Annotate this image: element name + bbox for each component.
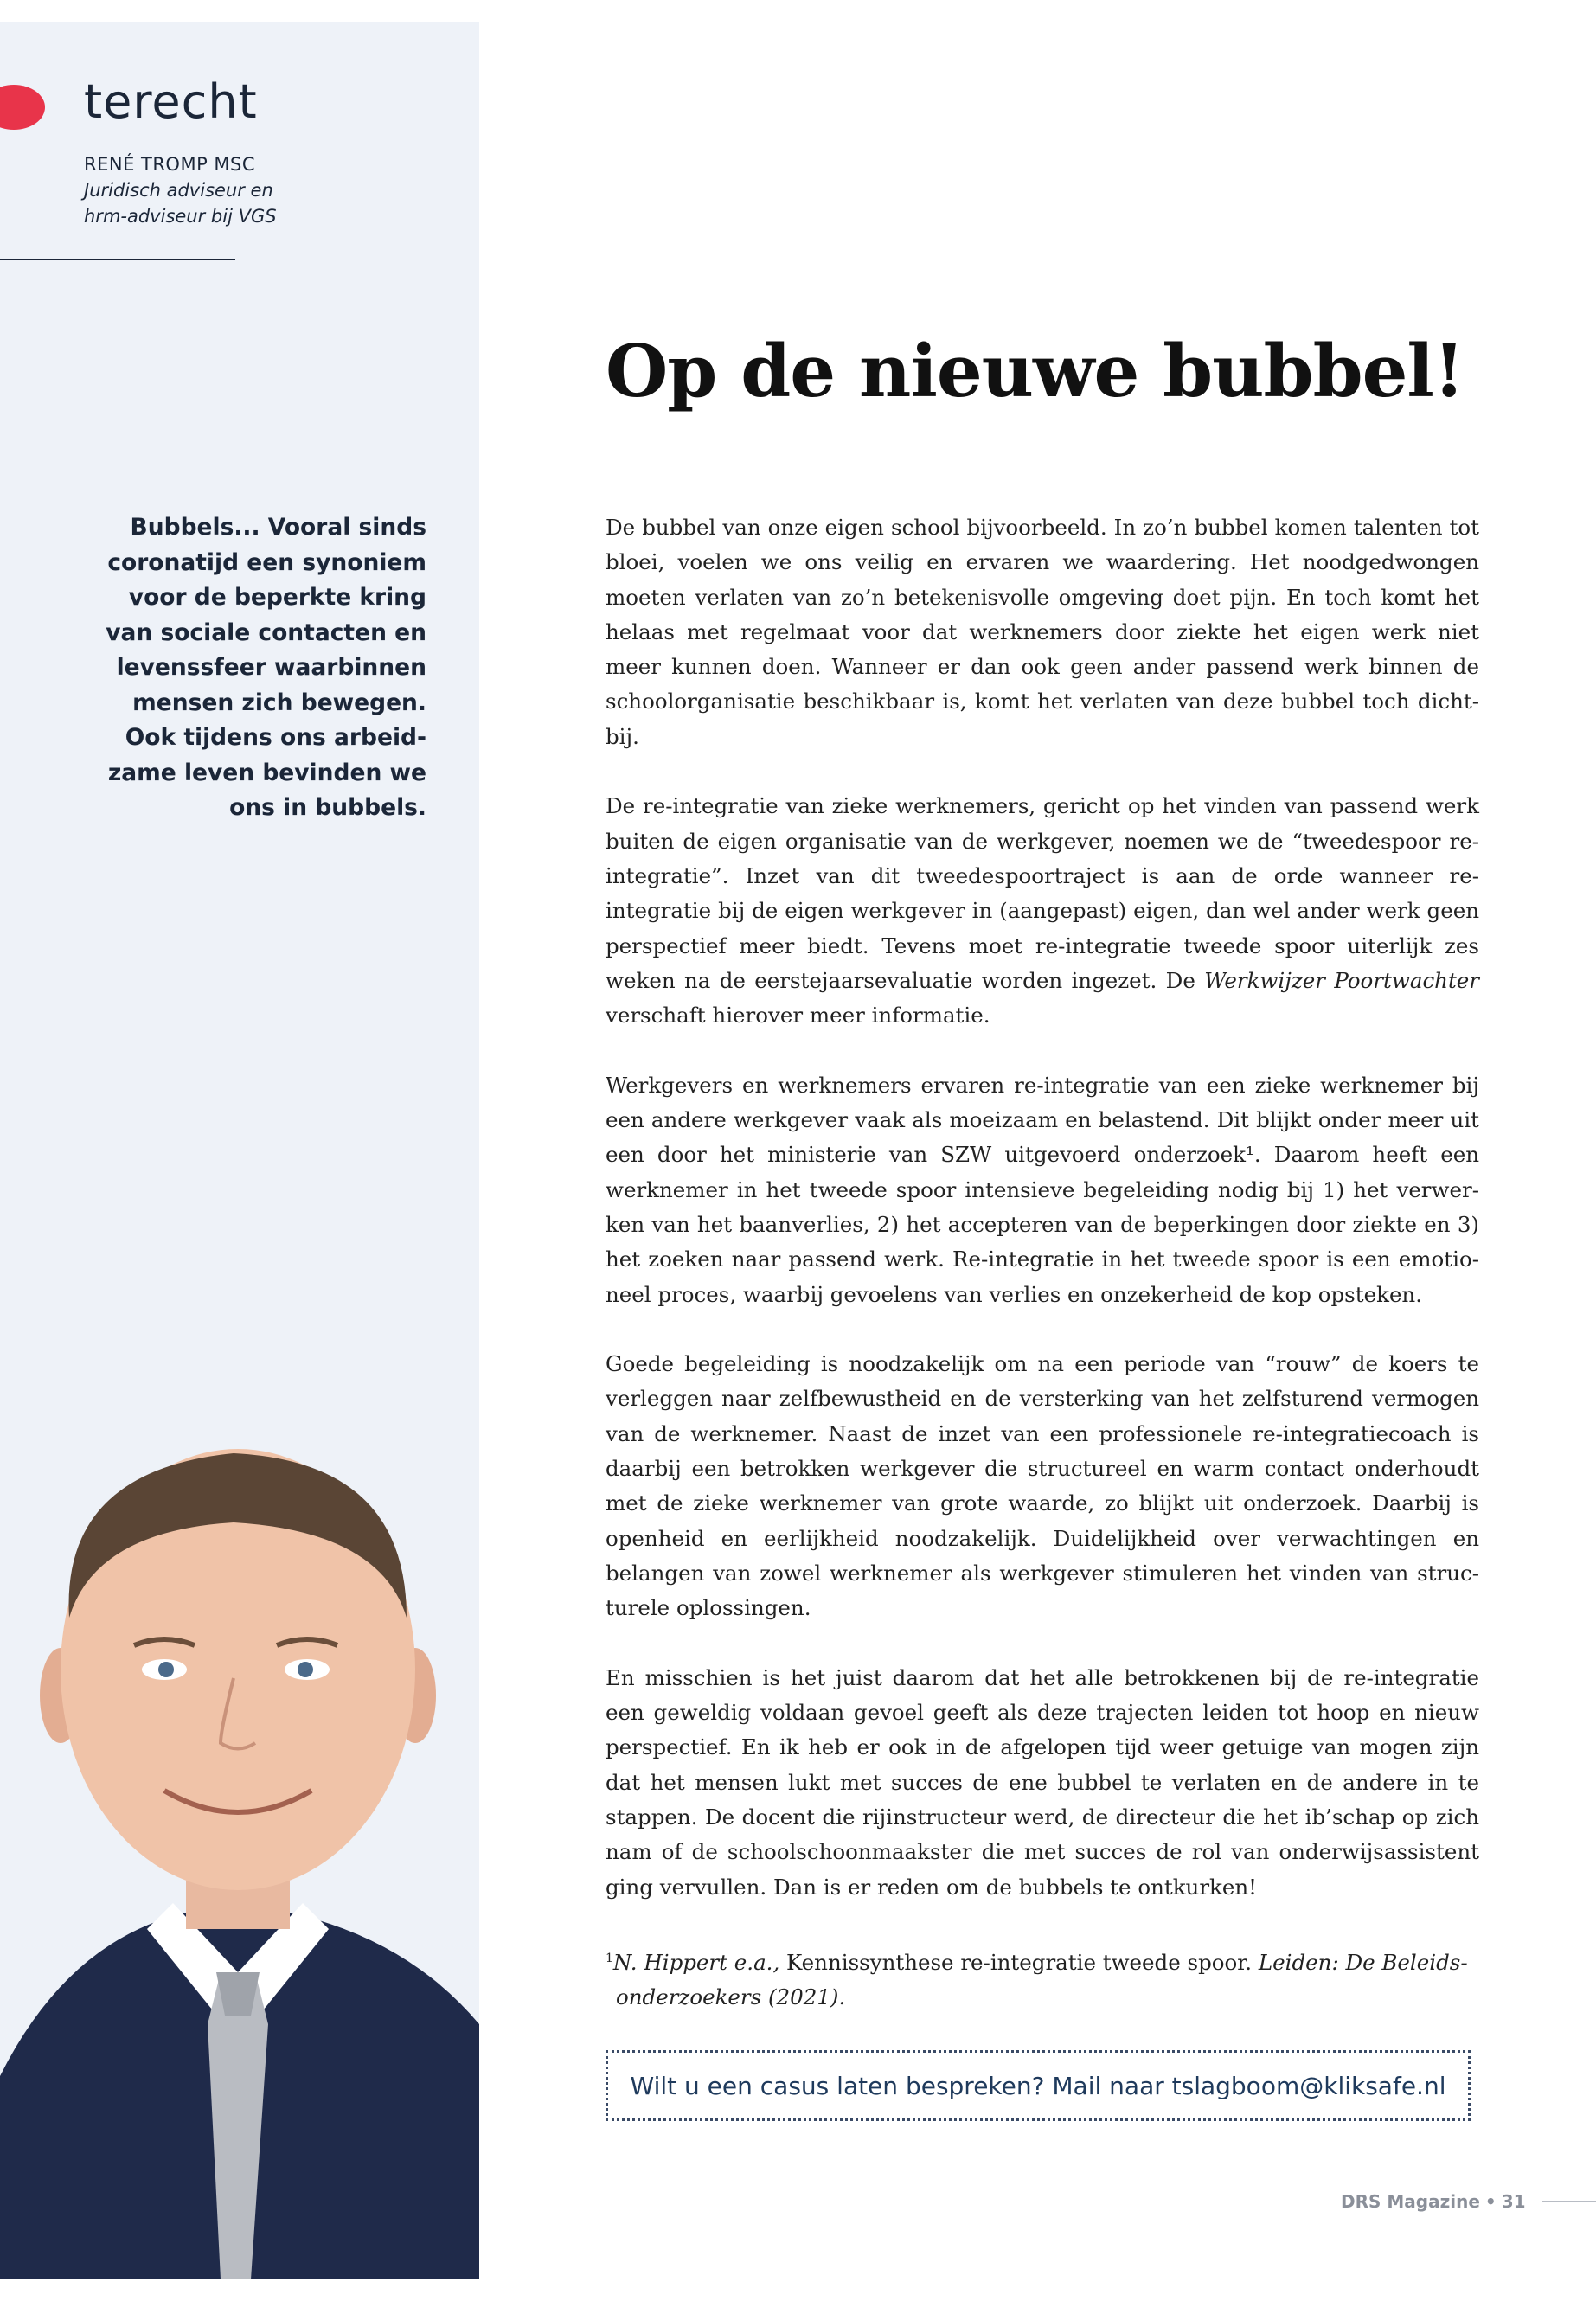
- pull-quote: Bubbels... Vooral sinds coronatijd een synoniem voor de beperkte kring van sociale contacten en levenssfeer waarbinnen mensen zich bewegen. Ook tijdens ons arbeidzame leven bevinden we ons in bubbels.: [106, 514, 426, 821]
- footnote: [606, 1941, 1479, 2015]
- footnote-publisher: Leiden: De Beleids-: [1252, 1950, 1468, 1976]
- contact-callout-text: Wilt u een casus laten bespreken? Mail naar tslagboom@kliksafe.nl: [630, 2071, 1446, 2100]
- footnote-work: Kennissynthese re-integratie tweede spoor.: [779, 1950, 1253, 1976]
- author-divider: [0, 259, 235, 260]
- author-role-line-1: Juridisch adviseur en: [84, 180, 273, 201]
- paragraph-2-end: verschaft hierover meer informatie.: [606, 1003, 990, 1029]
- article-body: [606, 510, 1479, 1939]
- author-portrait: [0, 1419, 479, 2279]
- footnote-publisher-cont: onderzoekers (2021).: [616, 1984, 846, 2010]
- article-paragraph-4: Goede begeleiding is noodzakelijk om na een periode van “rouw” de koers te verleggen naar zelfbewustheid en de versterking van het zelfsturend vermogen van de werknemer. Naast de inzet van een professionele re-integratiecoach is daarbij een betrokken werkgever die structureel en warm contact onderhoudt met de zieke werknemer van grote waarde, zo blijkt uit onderzoek. Daarbij is openheid en eerlijkheid noodzakelijk. Duidelijkheid over verwachtingen en belangen van zowel werknemer als werkgever stimuleren het vinden van structurele oplossingen.: [606, 1351, 1479, 1621]
- footer-rule: [1542, 2201, 1596, 2202]
- author-name: RENÉ TROMP MSC: [84, 154, 256, 175]
- footer-separator: •: [1484, 2191, 1497, 2212]
- author-role-line-2: hrm-adviseur bij VGS: [84, 206, 277, 227]
- footnote-authors: N. Hippert e.a.,: [612, 1950, 780, 1976]
- page-footer: [1341, 2191, 1526, 2212]
- article-paragraph-2: [606, 789, 1479, 1033]
- section-label: terecht: [84, 74, 258, 129]
- werkwijzer-reference: Werkwijzer Poortwachter: [1204, 967, 1480, 993]
- article-title: Op de nieuwe bubbel!: [606, 329, 1465, 413]
- footnote-mark: 1: [606, 1952, 613, 1965]
- article-paragraph-1: De bubbel van onze eigen school bijvoorbeeld. In zo’n bubbel komen talenten tot bloei, voelen we ons veilig en ervaren we waardering. Het noodgedwongen moeten verlaten van zo’n betekenisvolle omgeving doet pijn. En toch komt het helaas met regelmaat voor dat werknemers door ziekte het eigen werk niet meer kunnen doen. Wanneer er dan ook geen ander passend werk binnen de schoolorganisatie beschikbaar is, komt het verlaten van deze bubbel toch dichtbij.: [606, 515, 1479, 749]
- paragraph-2-text: De re-integratie van zieke werknemers, gericht op het vinden van passend werk buiten de eigen organisatie van de werkgever, noemen we de “tweedespoor re-integratie”. Inzet van dit tweedespoortraject is aan de orde wanneer re-integratie bij de eigen werkgever in (aangepast) eigen, dan wel ander werk geen perspectief meer biedt. Tevens moet re-integratie tweede spoor uiterlijk zes weken na de eerstejaarsevaluatie worden ingezet. De: [606, 793, 1479, 993]
- article-paragraph-5: En misschien is het juist daarom dat het alle betrokkenen bij de re-integratie een geweldig voldaan gevoel geeft als deze trajecten leiden tot hoop en nieuw perspectief. En ik heb er ook in de afgelopen tijd weer getuige van mogen zijn dat het mensen lukt met succes de ene bubbel te verlaten en de andere in te stappen. De docent die rijinstructeur werd, de directeur die het ib’schap op zich nam of de schoolschoonmaakster die met succes de rol van onderwijsassistent ging vervullen. Dan is er reden om de bubbels te ontkurken!: [606, 1664, 1479, 1900]
- magazine-name: DRS Magazine: [1341, 2191, 1480, 2212]
- contact-callout[interactable]: [606, 2050, 1471, 2121]
- article-paragraph-3: Werkgevers en werknemers ervaren re-integratie van een zieke werknemer bij een andere werkgever vaak als moeizaam en belastend. Dit blijkt onder meer uit een door het ministerie van SZW uitgevoerd onderzoek¹. Daarom heeft een werknemer in het tweede spoor intensieve begeleiding nodig bij 1) het verwerken van het baanverlies, 2) het accepteren van de beperkingen door ziekte en 3) het zoeken naar passend werk. Re-integratie in het tweede spoor is een emotioneel proces, waarbij gevoelens van verlies en onzekerheid de kop opsteken.: [606, 1072, 1479, 1307]
- author-block: [84, 151, 277, 229]
- page-number: 31: [1501, 2191, 1526, 2212]
